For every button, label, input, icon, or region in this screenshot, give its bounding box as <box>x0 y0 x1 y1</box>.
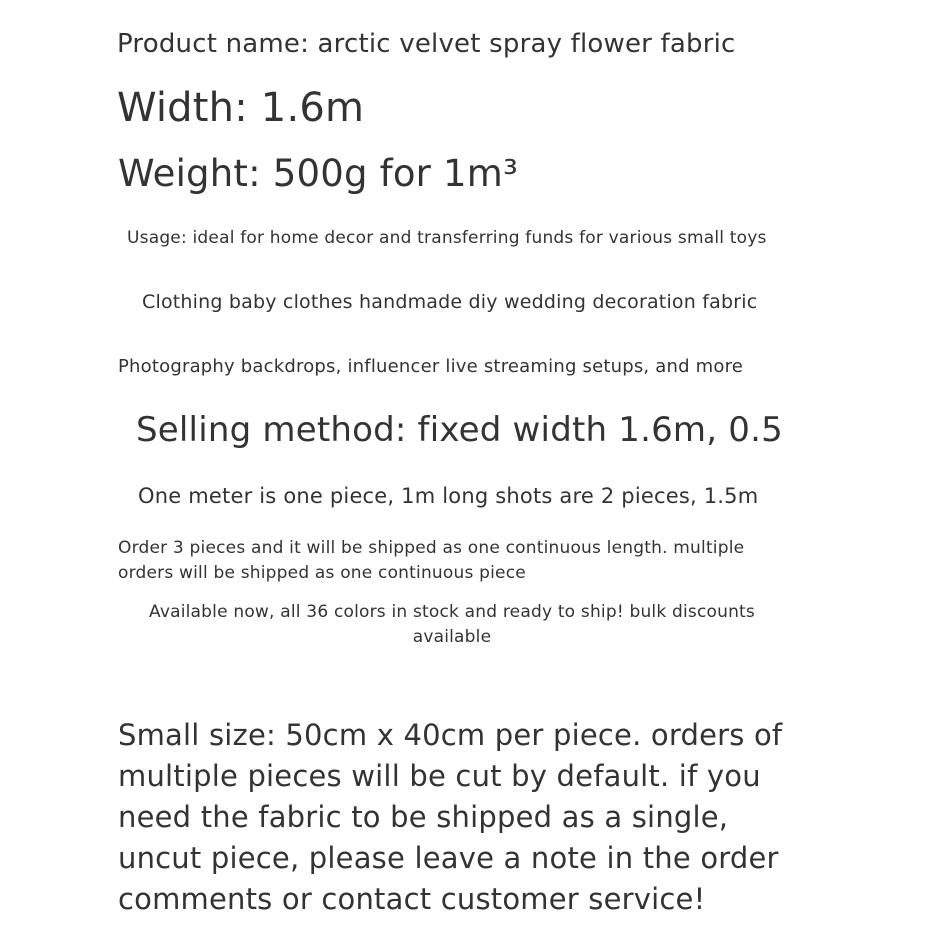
one-meter-text: One meter is one piece, 1m long shots are 2 pieces, 1.5m <box>138 484 759 508</box>
clothing-text: Clothing baby clothes handmade diy wedding decoration fabric <box>142 291 758 313</box>
weight-text: Weight: 500g for 1m³ <box>118 152 519 195</box>
photography-text: Photography backdrops, influencer live streaming setups, and more <box>118 356 744 377</box>
usage-text: Usage: ideal for home decor and transferring funds for various small toys <box>127 228 767 248</box>
small-size-text: Small size: 50cm x 40cm per piece. orders of multiple pieces will be cut by default. if you need the fabric to be shipped as a single, uncut piece, please leave a note in the order comments or contact customer service! <box>118 718 783 916</box>
order-shipping-text: Order 3 pieces and it will be shipped as one continuous length. multiple orders will be shipped as one continuous piece <box>118 538 745 583</box>
width-text: Width: 1.6m <box>117 85 365 131</box>
product-name-text: Product name: arctic velvet spray flower fabric <box>117 29 736 59</box>
availability-text: Available now, all 36 colors in stock and ready to ship! bulk discounts available <box>149 602 755 647</box>
selling-method-text: Selling method: fixed width 1.6m, 0.5 <box>136 410 783 450</box>
